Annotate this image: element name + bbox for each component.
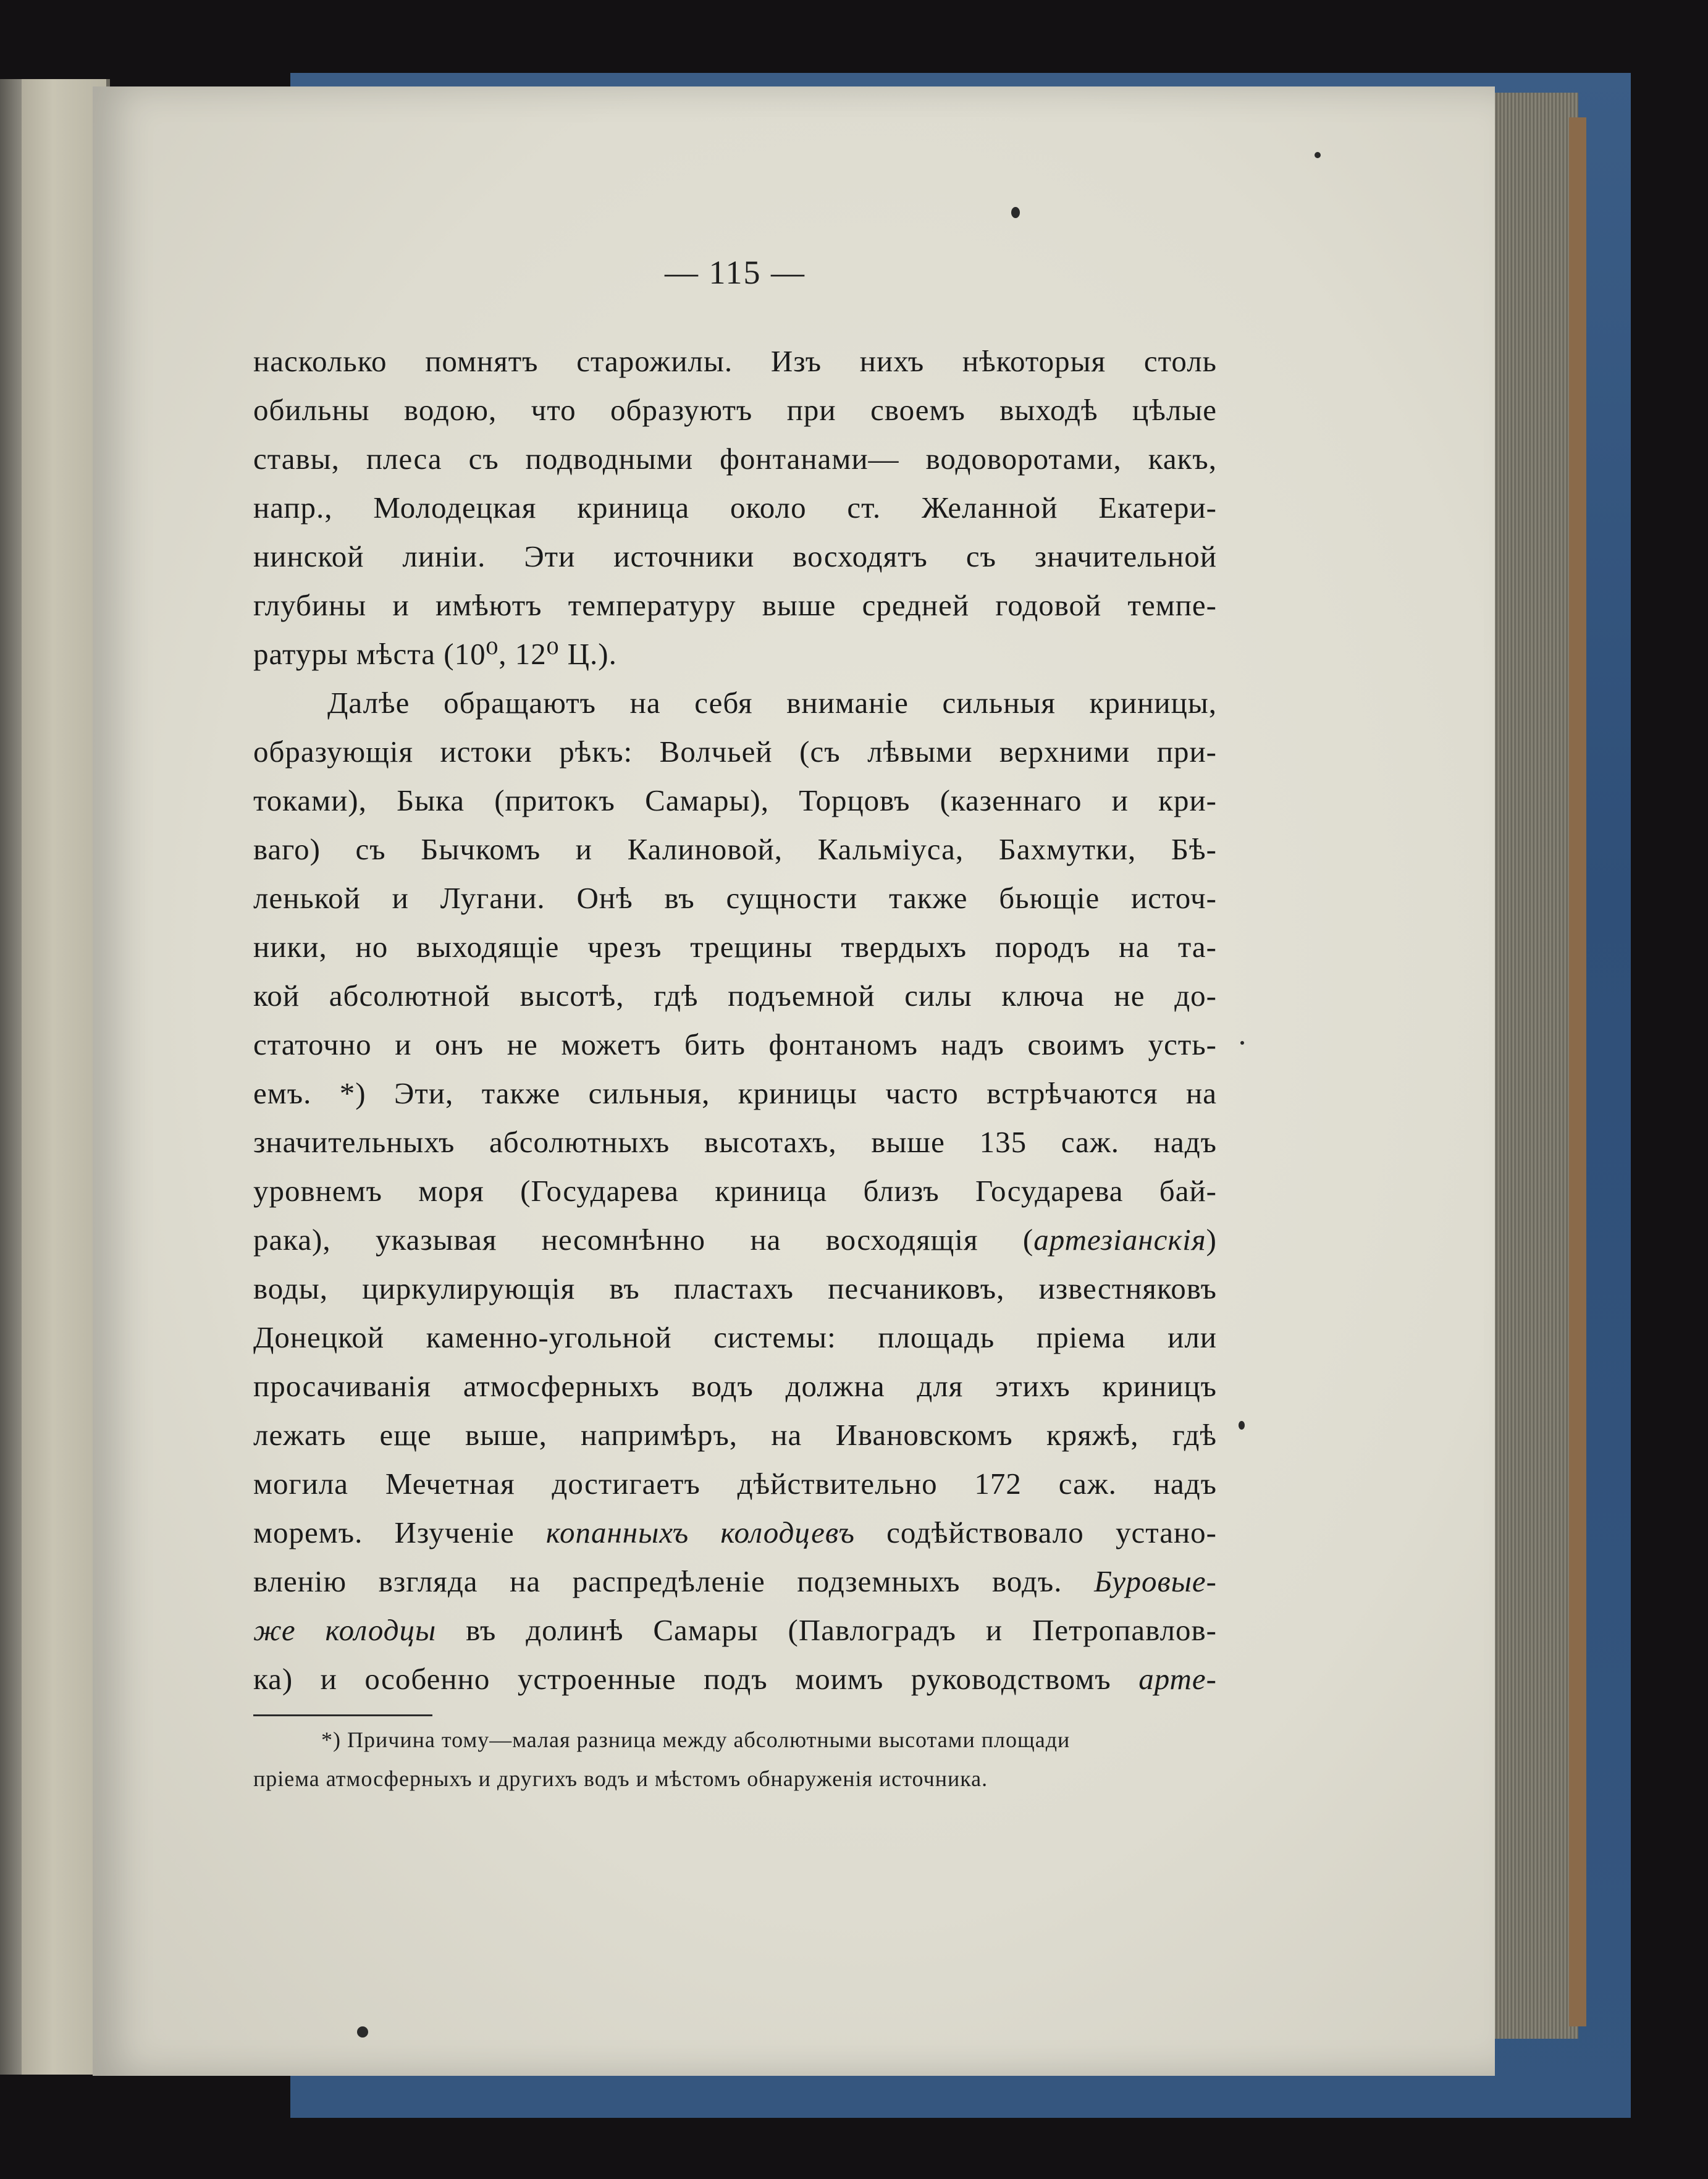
text-line: моремъ. Изученіе копанныхъ колодцевъ содѣйствовало устано- [253,1515,1217,1549]
footnote-divider [253,1714,432,1716]
italic-term: Буровые- [1094,1564,1217,1598]
text-line: могила Мечетная достигаетъ дѣйствительно 172 саж. надъ [253,1467,1217,1501]
page-stack-inner [1569,117,1586,2026]
text-line: же колодцы въ долинѣ Самары (Павлоградъ и Петропавлов- [253,1613,1217,1647]
text-line: значительныхъ абсолютныхъ высотахъ, выше 135 саж. надъ [253,1125,1217,1159]
ink-spot [1239,1421,1245,1430]
text-line: ваго) съ Бычкомъ и Калиновой, Кальміуса, Бахмутки, Бѣ- [253,832,1217,866]
body-text [253,337,1217,1703]
footnote-line: пріема атмосферныхъ и другихъ водъ и мѣстомъ обнаруженія источника. [253,1766,988,1791]
ink-spot [1315,152,1321,158]
ink-spot [1011,207,1020,218]
text-line: воды, циркулирующія въ пластахъ песчаниковъ, известняковъ [253,1271,1217,1305]
text-line: ленькой и Лугани. Онѣ въ сущности также бьющіе источ- [253,881,1217,915]
italic-term: копанныхъ колодцевъ [545,1515,855,1549]
text-line: кой абсолютной высотѣ, гдѣ подъемной силы ключа не до- [253,979,1217,1013]
text-line: ратуры мѣста (10⁰, 12⁰ Ц.). [253,637,617,671]
text-line: глубины и имѣютъ температуру выше средней годовой темпе- [253,588,1217,622]
text-line: вленію взгляда на распредѣленіе подземныхъ водъ. Буровые- [253,1564,1217,1598]
text-line: насколько помнятъ старожилы. Изъ нихъ нѣкоторыя столь [253,344,1217,378]
italic-term: арте- [1138,1662,1217,1696]
footnote [253,1721,1235,1798]
text-line: ставы, плеса съ подводными фонтанами— водоворотами, какъ, [253,442,1217,476]
page-number: — 115 — [665,254,806,291]
text-line: Донецкой каменно-угольной системы: площадь пріема или [253,1320,1217,1354]
text-line: нинской линіи. Эти источники восходятъ съ значительной [253,539,1217,573]
text-line: обильны водою, что образуютъ при своемъ выходѣ цѣлые [253,393,1217,427]
text-line: рака), указывая несомнѣнно на восходящія (артезіанскія) [253,1223,1217,1257]
text-line: ники, но выходящіе чрезъ трещины твердыхъ породъ на та- [253,930,1217,964]
text-line: просачиванія атмосферныхъ водъ должна для этихъ криницъ [253,1369,1217,1403]
text-line: напр., Молодецкая криница около ст. Желанной Екатери- [253,491,1217,525]
ink-spot [1240,1041,1244,1045]
text-line: токами), Быка (притокъ Самары), Торцовъ (казеннаго и кри- [253,783,1217,817]
left-page-edge [0,79,22,2075]
text-line: образующія истоки рѣкъ: Волчьей (съ лѣвыми верхними при- [253,735,1217,769]
footnote-line: *) Причина тому—малая разница между абсолютными высотами площади [321,1727,1071,1752]
text-line: лежать еще выше, напримѣръ, на Ивановскомъ кряжѣ, гдѣ [253,1418,1217,1452]
page-stack-edge [1486,93,1578,2039]
italic-term: артезіанскія [1033,1223,1206,1257]
text-line: ка) и особенно устроенные подъ моимъ руководствомъ арте- [253,1662,1217,1696]
text-line: статочно и онъ не можетъ бить фонтаномъ надъ своимъ усть- [253,1027,1217,1061]
paragraph-start-line: Далѣе обращаютъ на себя вниманіе сильныя криницы, [327,686,1217,720]
ink-spot [357,2026,368,2038]
text-line: емъ. *) Эти, также сильныя, криницы часто встрѣчаются на [253,1076,1217,1110]
italic-term: же колодцы [253,1613,437,1647]
text-line: уровнемъ моря (Государева криница близъ Государева бай- [253,1174,1217,1208]
